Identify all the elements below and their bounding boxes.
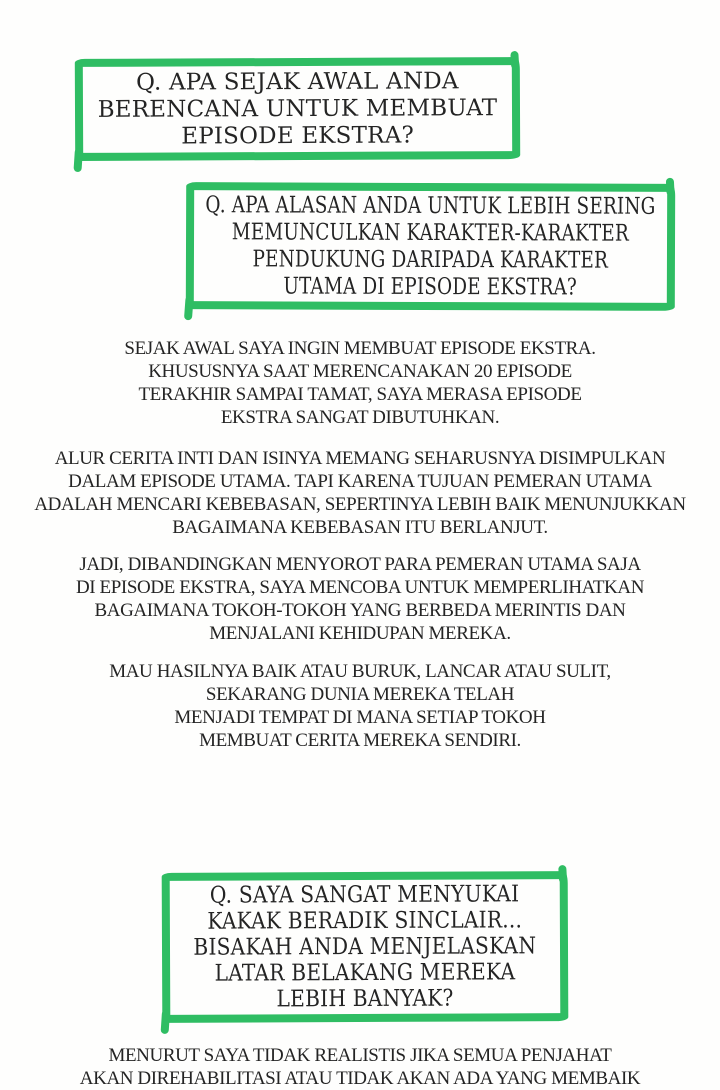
text-line: EPISODE EKSTRA?: [181, 121, 415, 150]
text-line: LATAR BELAKANG MEREKA: [214, 959, 516, 987]
text-line: BERENCANA UNTUK MEMBUAT: [97, 94, 498, 123]
question-box-2: [186, 182, 675, 311]
question-box-3: [162, 871, 569, 1023]
text-line: Q. SAYA SANGAT MENYUKAI: [210, 881, 520, 909]
text-line: ADALAH MENCARI KEBEBASAN, SEPERTINYA LEBIH BAIK MENUNJUKKAN: [34, 494, 686, 515]
text-line: DI EPISODE EKSTRA, SAYA MENCOBA UNTUK MEMPERLIHATKAN: [75, 577, 645, 598]
text-line: BAGAIMANA KEBEBASAN ITU BERLANJUT.: [172, 517, 548, 538]
text-line: LEBIH BANYAK?: [276, 985, 454, 1013]
text-line: MAU HASILNYA BAIK ATAU BURUK, LANCAR ATAU SULIT,: [109, 661, 611, 682]
text-line: EKSTRA SANGAT DIBUTUHKAN.: [220, 407, 500, 428]
question-text-2: [205, 192, 655, 302]
text-line: PENDUKUNG DARIPADA KARAKTER: [252, 245, 609, 274]
question-text-1: [97, 68, 497, 151]
text-line: Q. APA ALASAN ANDA UNTUK LEBIH SERING: [205, 191, 656, 220]
answer-paragraph-4: [0, 660, 720, 752]
text-line: SEJAK AWAL SAYA INGIN MEMBUAT EPISODE EKSTRA.: [124, 338, 596, 359]
text-line: DALAM EPISODE UTAMA. TAPI KARENA TUJUAN PEMERAN UTAMA: [68, 471, 652, 492]
text-line: KAKAK BERADIK SINCLAIR...: [207, 907, 523, 935]
text-line: JADI, DIBANDINGKAN MENYOROT PARA PEMERAN UTAMA SAJA: [79, 554, 641, 575]
text-line: AKAN DIREHABILITASI ATAU TIDAK AKAN ADA YANG MEMBAIK: [79, 1068, 641, 1089]
text-line: ALUR CERITA INTI DAN ISINYA MEMANG SEHARUSNYA DISIMPULKAN: [54, 448, 666, 469]
text-line: BISAKAH ANDA MENJELASKAN: [193, 933, 537, 961]
answer-paragraph-5: [0, 1044, 720, 1090]
question-box-1: [75, 57, 520, 161]
text-line: MEMUNCULKAN KARAKTER-KARAKTER: [231, 218, 630, 247]
answer-paragraph-2: [0, 447, 720, 539]
answer-paragraph-1: [0, 337, 720, 429]
question-text-3: [193, 881, 536, 1012]
text-line: Q. APA SEJAK AWAL ANDA: [135, 67, 459, 96]
text-line: MENURUT SAYA TIDAK REALISTIS JIKA SEMUA PENJAHAT: [108, 1045, 612, 1066]
answer-paragraph-3: [0, 553, 720, 645]
text-line: MEMBUAT CERITA MEREKA SENDIRI.: [199, 730, 521, 751]
text-line: KHUSUSNYA SAAT MERENCANAKAN 20 EPISODE: [148, 361, 572, 382]
text-line: MENJADI TEMPAT DI MANA SETIAP TOKOH: [174, 707, 546, 728]
text-line: UTAMA DI EPISODE EKSTRA?: [283, 272, 578, 301]
text-line: BAGAIMANA TOKOH-TOKOH YANG BERBEDA MERINTIS DAN: [94, 600, 626, 621]
text-line: MENJALANI KEHIDUPAN MEREKA.: [209, 623, 511, 644]
text-line: TERAKHIR SAMPAI TAMAT, SAYA MERASA EPISODE: [138, 384, 582, 405]
text-line: SEKARANG DUNIA MEREKA TELAH: [205, 684, 515, 705]
